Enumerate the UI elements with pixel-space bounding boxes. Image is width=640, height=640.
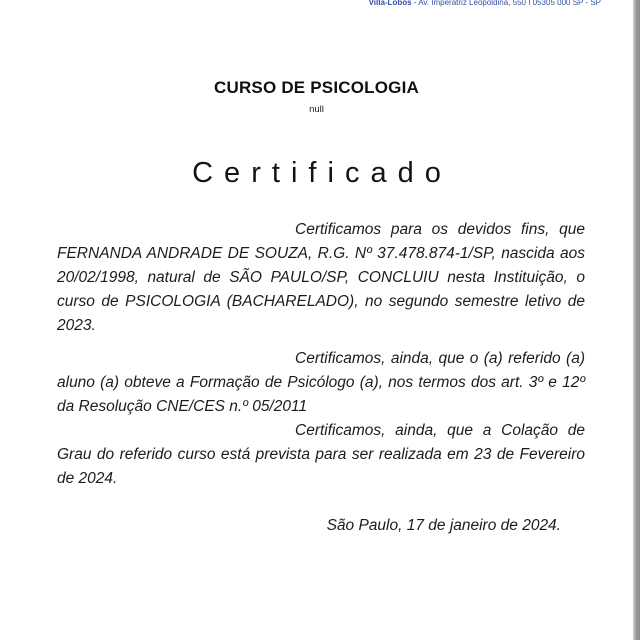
certificate-title: Certificado xyxy=(192,157,452,189)
place-and-date-line: São Paulo, 17 de janeiro de 2024. xyxy=(326,517,561,534)
letterhead-institution-name: Villa-Lobos xyxy=(368,0,412,7)
certificate-paragraph-formacao: Certificamos, ainda, que o (a) referido (a) aluno (a) obteve a Formação de Psicólogo (a), nos termos dos art. 3º e 12º da Resolução CNE/CES n.º 05/2011 xyxy=(57,350,585,415)
certificate-body xyxy=(57,218,585,491)
certificate-paragraph-colacao: Certificamos, ainda, que a Colação de Grau do referido curso está prevista para ser realizada em 23 de Fevereiro de 2024. xyxy=(57,422,585,487)
letterhead-address xyxy=(369,0,601,8)
scrollbar-track[interactable] xyxy=(633,0,640,640)
certificate-paragraph-conclusion: Certificamos para os devidos fins, que FERNANDA ANDRADE DE SOUZA, R.G. Nº 37.478.874-1/SP, nascida aos 20/02/1998, natural de SÃO PAULO/SP, CONCLUIU nesta Instituição, o curso de PSICOLOGIA (BACHARELADO), no segundo semestre letivo de 2023. xyxy=(57,221,585,334)
course-subtitle-null: null xyxy=(309,104,324,115)
course-title: CURSO DE PSICOLOGIA xyxy=(214,78,419,97)
letterhead-street-address: - Av. Imperatriz Leopoldina, 550 I 05305 000 SP - SP xyxy=(411,0,601,7)
